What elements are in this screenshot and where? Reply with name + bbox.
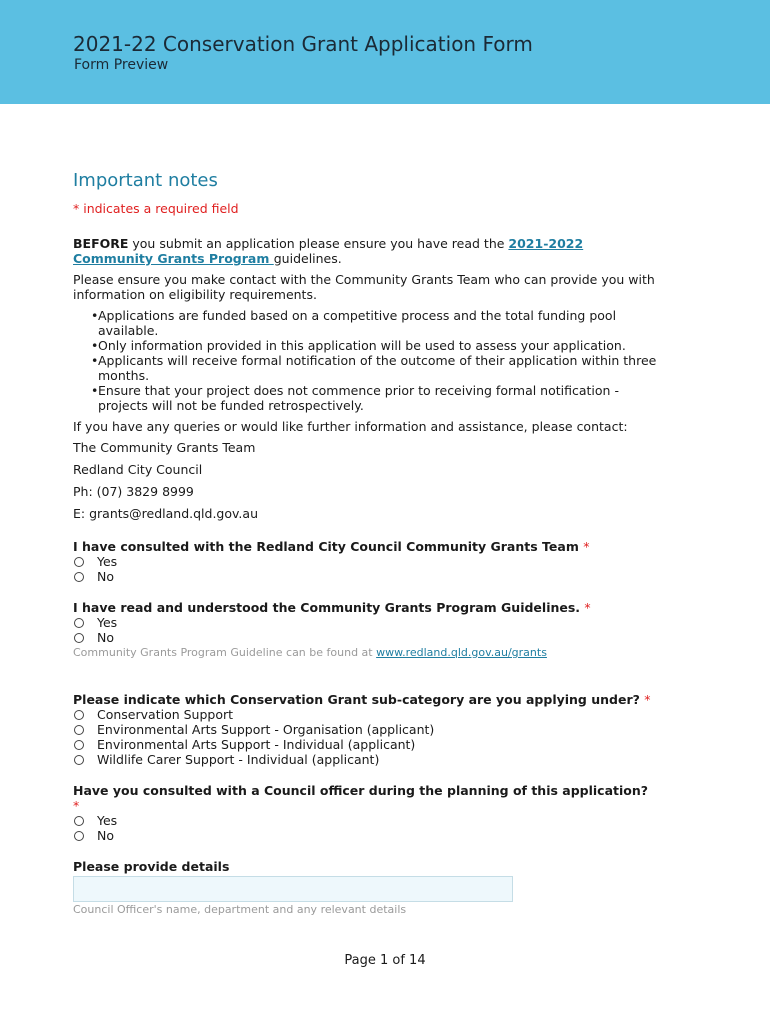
radio-option-arts-individual[interactable]: Environmental Arts Support - Individual (applicant) [73, 737, 663, 752]
contact-team: The Community Grants Team [73, 440, 256, 455]
list-item: • Ensure that your project does not commence prior to receiving formal notification - projects will not be funded retrospectively. [73, 383, 663, 413]
question-consulted-team [73, 539, 663, 584]
radio-option-conservation-support[interactable]: Conservation Support [73, 707, 663, 722]
radio-option-yes[interactable]: Yes [73, 813, 663, 828]
before-bold: BEFORE [73, 236, 129, 251]
section-title: Important notes [73, 170, 218, 191]
list-item: • Applications are funded based on a competitive process and the total funding pool available. [73, 308, 663, 338]
question-label: Please provide details [73, 859, 230, 874]
question-sub-category [73, 692, 663, 767]
form-subtitle: Form Preview [74, 57, 169, 73]
list-item: • Applicants will receive formal notification of the outcome of their application within three months. [73, 353, 663, 383]
guidelines-hint: Community Grants Program Guideline can be found at www.redland.qld.gov.au/grants [73, 646, 547, 659]
radio-circle-icon[interactable] [74, 557, 84, 567]
radio-circle-icon[interactable] [74, 572, 84, 582]
question-label: I have read and understood the Community Grants Program Guidelines. * [73, 600, 591, 615]
guidelines-link[interactable]: 2021-2022 Community Grants Program [73, 236, 584, 266]
details-hint: Council Officer's name, department and any relevant details [73, 903, 407, 916]
question-consulted-officer [73, 783, 663, 843]
before-paragraph [73, 236, 663, 266]
radio-circle-icon[interactable] [74, 831, 84, 841]
radio-option-no[interactable]: No [73, 630, 663, 645]
question-label: Have you consulted with a Council officer during the planning of this application? [73, 783, 649, 798]
radio-option-arts-organisation[interactable]: Environmental Arts Support - Organisation (applicant) [73, 722, 663, 737]
question-label: Please indicate which Conservation Grant sub-category are you applying under? * [73, 692, 651, 707]
radio-circle-icon[interactable] [74, 710, 84, 720]
required-field-note: * indicates a required field [73, 201, 239, 216]
required-asterisk: * [584, 600, 591, 615]
radio-circle-icon[interactable] [74, 755, 84, 765]
radio-option-no[interactable]: No [73, 569, 663, 584]
radio-circle-icon[interactable] [74, 816, 84, 826]
radio-option-wildlife-carer[interactable]: Wildlife Carer Support - Individual (applicant) [73, 752, 663, 767]
radio-circle-icon[interactable] [74, 618, 84, 628]
form-title: 2021-22 Conservation Grant Application Form [73, 32, 533, 56]
radio-option-yes[interactable]: Yes [73, 615, 663, 630]
question-read-guidelines [73, 600, 663, 660]
contact-phone: Ph: (07) 3829 8999 [73, 484, 194, 499]
contact-paragraph: Please ensure you make contact with the Community Grants Team who can provide you with information on eligibility requirements. [73, 272, 655, 302]
required-asterisk: * [583, 539, 590, 554]
radio-circle-icon[interactable] [74, 740, 84, 750]
radio-option-yes[interactable]: Yes [73, 554, 663, 569]
form-header [0, 0, 770, 104]
contact-council: Redland City Council [73, 462, 203, 477]
question-provide-details [73, 859, 663, 917]
question-label: I have consulted with the Redland City Council Community Grants Team * [73, 539, 590, 554]
form-content [73, 170, 663, 917]
required-asterisk: * [73, 798, 80, 813]
contact-email: E: grants@redland.qld.gov.au [73, 506, 258, 521]
radio-circle-icon[interactable] [74, 633, 84, 643]
radio-option-no[interactable]: No [73, 828, 663, 843]
queries-paragraph: If you have any queries or would like further information and assistance, please contact: [73, 419, 628, 434]
required-asterisk: * [644, 692, 651, 707]
notes-list [73, 308, 663, 413]
guidelines-suffix: guidelines. [273, 251, 342, 266]
before-text: you submit an application please ensure you have read the [128, 236, 509, 251]
radio-circle-icon[interactable] [74, 725, 84, 735]
details-input[interactable] [73, 876, 513, 902]
list-item: • Only information provided in this application will be used to assess your application. [73, 338, 663, 353]
page-number: Page 1 of 14 [344, 953, 426, 968]
grants-website-link[interactable]: www.redland.qld.gov.au/grants [376, 646, 547, 659]
